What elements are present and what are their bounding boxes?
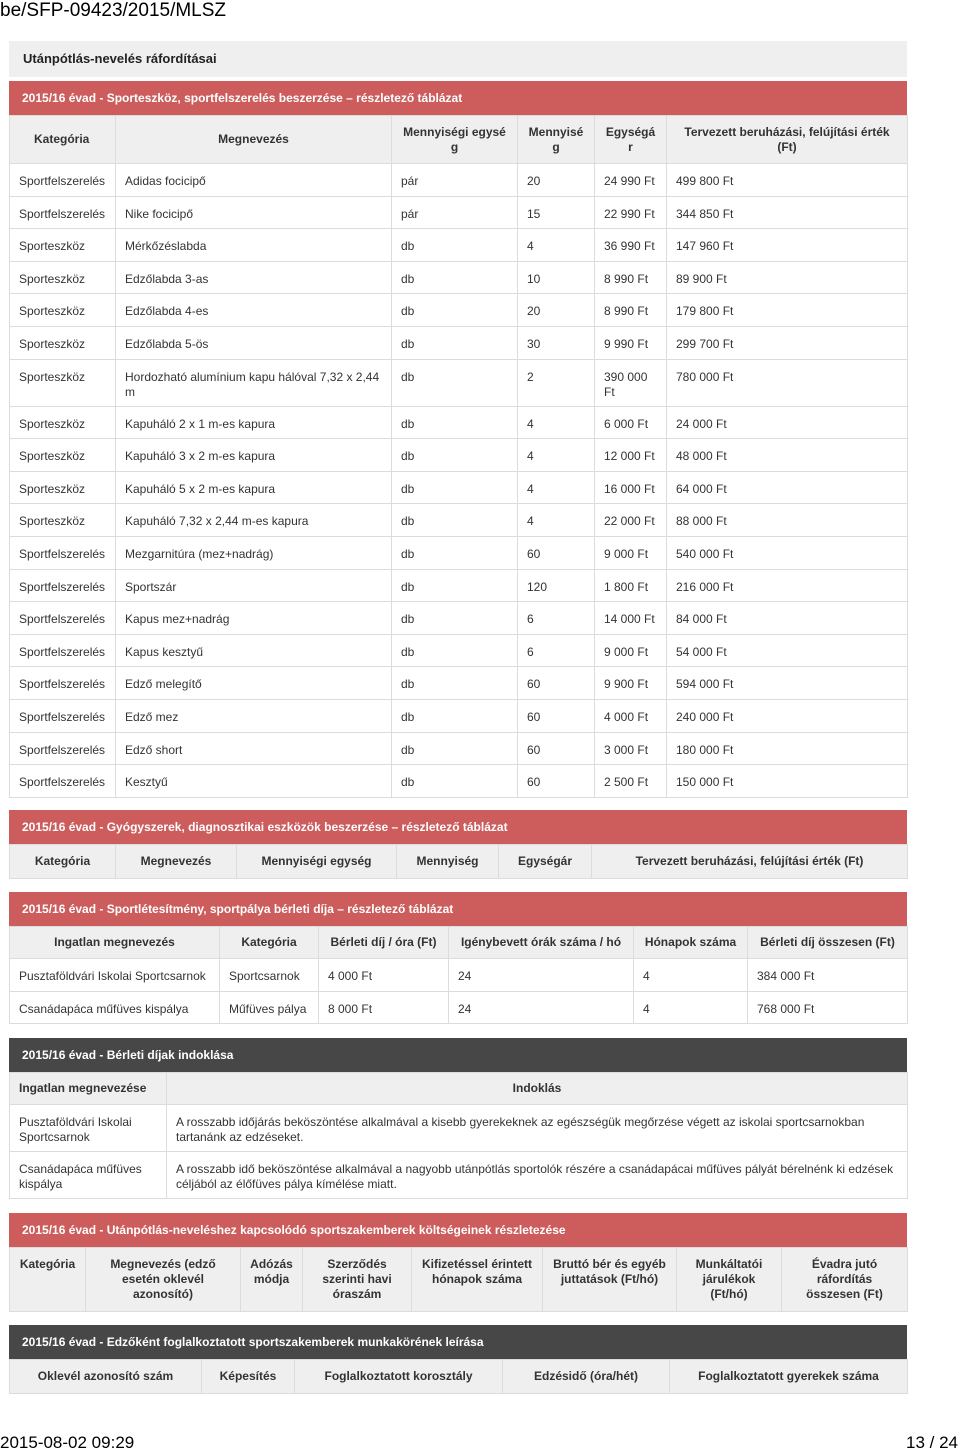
table-cell: Sporteszköz xyxy=(10,359,116,406)
table-cell: 48 000 Ft xyxy=(667,439,908,472)
table-row xyxy=(10,164,908,197)
table-cell: 4 xyxy=(518,439,595,472)
table-cell: A rosszabb időjárás beköszöntése alkalmával a kisebb gyerekeknek az egészségük megőrzése végett az iskolai sportcsarnokban tartanánk az edzéseket. xyxy=(167,1105,908,1152)
justification-header-row xyxy=(10,1073,908,1105)
table-cell: Kapuháló 5 x 2 m-es kapura xyxy=(116,471,392,504)
table-row xyxy=(10,196,908,229)
table-cell: 344 850 Ft xyxy=(667,196,908,229)
table-cell: 299 700 Ft xyxy=(667,326,908,359)
justification-header: Indoklás xyxy=(167,1073,908,1105)
table-cell: 8 990 Ft xyxy=(595,261,667,294)
table-cell: 15 xyxy=(518,196,595,229)
table-cell: Kapuháló 3 x 2 m-es kapura xyxy=(116,439,392,472)
table-row xyxy=(10,765,908,798)
table-cell: Edzőlabda 4-es xyxy=(116,294,392,327)
table-cell: db xyxy=(392,406,518,439)
table-cell: 3 000 Ft xyxy=(595,732,667,765)
table-cell: 540 000 Ft xyxy=(667,536,908,569)
table-cell: Sportfelszerelés xyxy=(10,196,116,229)
table-cell: 594 000 Ft xyxy=(667,667,908,700)
table-cell: 36 990 Ft xyxy=(595,229,667,262)
staff-roles-table xyxy=(9,1359,908,1394)
table-cell: Mezgarnitúra (mez+nadrág) xyxy=(116,536,392,569)
justification-table xyxy=(9,1072,908,1199)
table-cell: db xyxy=(392,229,518,262)
table-cell: 24 xyxy=(449,959,634,992)
table-row xyxy=(10,439,908,472)
staff-costs-header: Szerződés szerinti havi óraszám xyxy=(303,1248,412,1312)
table-cell: 64 000 Ft xyxy=(667,471,908,504)
table-cell: db xyxy=(392,536,518,569)
table-row xyxy=(10,229,908,262)
table-cell: Sportfelszerelés xyxy=(10,732,116,765)
table-cell: Sportszár xyxy=(116,569,392,602)
table-cell: db xyxy=(392,326,518,359)
staff-costs-header: Kategória xyxy=(10,1248,86,1312)
table-cell: 14 000 Ft xyxy=(595,602,667,635)
table-row xyxy=(10,732,908,765)
facility-header: Hónapok száma xyxy=(634,927,748,959)
table-row xyxy=(10,406,908,439)
medicine-header: Egységár xyxy=(499,845,592,879)
table-cell: Sportfelszerelés xyxy=(10,536,116,569)
table-cell: 8 990 Ft xyxy=(595,294,667,327)
table-cell: 120 xyxy=(518,569,595,602)
staff-roles-section-title: 2015/16 évad - Edzőként foglalkoztatott sportszakemberek munkakörének leírása xyxy=(9,1325,907,1359)
medicine-section-title: 2015/16 évad - Gyógyszerek, diagnosztikai eszközök beszerzése – részletező táblázat xyxy=(9,810,907,844)
justification-header: Ingatlan megnevezése xyxy=(10,1073,167,1105)
table-cell: Pusztaföldvári Iskolai Sportcsarnok xyxy=(10,1105,167,1152)
equipment-header: Megnevezés xyxy=(116,116,392,164)
table-cell: 89 900 Ft xyxy=(667,261,908,294)
table-cell: db xyxy=(392,439,518,472)
table-cell: Sportfelszerelés xyxy=(10,699,116,732)
table-row xyxy=(10,471,908,504)
table-row xyxy=(10,569,908,602)
table-cell: Sporteszköz xyxy=(10,471,116,504)
page-title-box xyxy=(9,41,907,77)
equipment-header: Kategória xyxy=(10,116,116,164)
table-row xyxy=(10,1105,908,1152)
table-cell: Edzőlabda 5-ös xyxy=(116,326,392,359)
table-cell: 24 000 Ft xyxy=(667,406,908,439)
table-cell: db xyxy=(392,471,518,504)
table-cell: Csanádapáca műfüves kispálya xyxy=(10,991,220,1024)
medicine-table xyxy=(9,844,908,879)
table-cell: 150 000 Ft xyxy=(667,765,908,798)
table-row xyxy=(10,326,908,359)
table-cell: Sporteszköz xyxy=(10,294,116,327)
table-cell: 60 xyxy=(518,732,595,765)
table-cell: 179 800 Ft xyxy=(667,294,908,327)
facility-header-row xyxy=(10,927,908,959)
table-row xyxy=(10,699,908,732)
table-row xyxy=(10,634,908,667)
table-cell: 390 000 Ft xyxy=(595,359,667,406)
table-cell: db xyxy=(392,732,518,765)
table-cell: 9 900 Ft xyxy=(595,667,667,700)
table-cell: 216 000 Ft xyxy=(667,569,908,602)
table-cell: 24 xyxy=(449,991,634,1024)
table-cell: Sporteszköz xyxy=(10,406,116,439)
table-cell: Sporteszköz xyxy=(10,261,116,294)
table-cell: db xyxy=(392,569,518,602)
facility-header: Bérleti díj / óra (Ft) xyxy=(319,927,449,959)
table-row xyxy=(10,359,908,406)
table-cell: 60 xyxy=(518,667,595,700)
medicine-header: Mennyiségi egység xyxy=(237,845,397,879)
table-cell: 6 000 Ft xyxy=(595,406,667,439)
table-cell: 12 000 Ft xyxy=(595,439,667,472)
table-cell: 4 xyxy=(518,406,595,439)
table-cell: 88 000 Ft xyxy=(667,504,908,537)
medicine-header-row xyxy=(10,845,908,879)
table-cell: 60 xyxy=(518,765,595,798)
table-cell: 22 990 Ft xyxy=(595,196,667,229)
equipment-section-title: 2015/16 évad - Sporteszköz, sportfelszerelés beszerzése – részletező táblázat xyxy=(9,81,907,115)
table-cell: 4 xyxy=(518,471,595,504)
table-cell: Kapus mez+nadrág xyxy=(116,602,392,635)
table-cell: 22 000 Ft xyxy=(595,504,667,537)
facility-table xyxy=(9,926,908,1024)
table-cell: 4 000 Ft xyxy=(595,699,667,732)
table-cell: db xyxy=(392,634,518,667)
table-cell: 84 000 Ft xyxy=(667,602,908,635)
table-row xyxy=(10,991,908,1024)
table-cell: Sporteszköz xyxy=(10,504,116,537)
table-cell: pár xyxy=(392,196,518,229)
table-cell: 768 000 Ft xyxy=(748,991,908,1024)
table-cell: 60 xyxy=(518,536,595,569)
medicine-header: Megnevezés xyxy=(116,845,237,879)
table-cell: Kapus kesztyű xyxy=(116,634,392,667)
staff-costs-header: Megnevezés (edző esetén oklevél azonosító) xyxy=(86,1248,241,1312)
justification-section-title: 2015/16 évad - Bérleti díjak indoklása xyxy=(9,1038,907,1072)
page-title: Utánpótlás-nevelés ráfordításai xyxy=(23,51,217,66)
table-cell: 24 990 Ft xyxy=(595,164,667,197)
table-cell: 780 000 Ft xyxy=(667,359,908,406)
table-cell: Edző melegítő xyxy=(116,667,392,700)
table-cell: 4 xyxy=(634,991,748,1024)
table-cell: db xyxy=(392,261,518,294)
table-cell: Edző mez xyxy=(116,699,392,732)
staff-costs-header: Adózás módja xyxy=(241,1248,303,1312)
table-cell: 384 000 Ft xyxy=(748,959,908,992)
staff-costs-header: Kifizetéssel érintett hónapok száma xyxy=(412,1248,543,1312)
staff-roles-header: Foglalkoztatott korosztály xyxy=(295,1360,503,1394)
table-cell: 2 500 Ft xyxy=(595,765,667,798)
table-cell: Sportfelszerelés xyxy=(10,667,116,700)
table-cell: db xyxy=(392,602,518,635)
table-cell: Kapuháló 7,32 x 2,44 m-es kapura xyxy=(116,504,392,537)
table-cell: Sportfelszerelés xyxy=(10,164,116,197)
table-cell: db xyxy=(392,667,518,700)
facility-header: Bérleti díj összesen (Ft) xyxy=(748,927,908,959)
footer-page-number: 13 / 24 xyxy=(906,1433,958,1452)
table-cell: Adidas focicipő xyxy=(116,164,392,197)
table-cell: 4 000 Ft xyxy=(319,959,449,992)
table-cell: 147 960 Ft xyxy=(667,229,908,262)
table-cell: Sporteszköz xyxy=(10,229,116,262)
staff-roles-header: Edzésidő (óra/hét) xyxy=(503,1360,670,1394)
table-cell: Sporteszköz xyxy=(10,439,116,472)
medicine-header: Kategória xyxy=(10,845,116,879)
table-cell: Kesztyű xyxy=(116,765,392,798)
table-cell: 2 xyxy=(518,359,595,406)
table-row xyxy=(10,261,908,294)
table-cell: Sporteszköz xyxy=(10,326,116,359)
staff-costs-section-title: 2015/16 évad - Utánpótlás-neveléshez kapcsolódó sportszakemberek költségeinek részletezése xyxy=(9,1213,907,1247)
table-row xyxy=(10,536,908,569)
table-cell: 180 000 Ft xyxy=(667,732,908,765)
table-row xyxy=(10,959,908,992)
facility-header: Ingatlan megnevezés xyxy=(10,927,220,959)
table-cell: 9 000 Ft xyxy=(595,536,667,569)
table-cell: Mérkőzéslabda xyxy=(116,229,392,262)
staff-roles-header: Foglalkoztatott gyerekek száma xyxy=(670,1360,908,1394)
facility-header: Igénybevett órák száma / hó xyxy=(449,927,634,959)
table-cell: db xyxy=(392,294,518,327)
table-cell: A rosszabb idő beköszöntése alkalmával a nagyobb utánpótlás sportolók részére a csanádapácai műfüves pályát bérelnénk ki edzések céljából az élőfüves pálya kímélése miatt. xyxy=(167,1152,908,1199)
table-cell: 499 800 Ft xyxy=(667,164,908,197)
table-cell: 20 xyxy=(518,164,595,197)
table-cell: db xyxy=(392,359,518,406)
table-cell: 1 800 Ft xyxy=(595,569,667,602)
table-cell: 9 990 Ft xyxy=(595,326,667,359)
table-cell: 9 000 Ft xyxy=(595,634,667,667)
equipment-header: Tervezett beruházási, felújítási érték (Ft) xyxy=(667,116,908,164)
table-row xyxy=(10,602,908,635)
staff-costs-table xyxy=(9,1247,908,1312)
staff-costs-header-row xyxy=(10,1248,908,1312)
table-cell: 16 000 Ft xyxy=(595,471,667,504)
equipment-header: Mennyiségi egysé g xyxy=(392,116,518,164)
table-cell: 240 000 Ft xyxy=(667,699,908,732)
table-cell: 4 xyxy=(518,504,595,537)
equipment-table xyxy=(9,115,908,798)
table-cell: db xyxy=(392,765,518,798)
staff-costs-header: Évadra jutó ráfordítás összesen (Ft) xyxy=(782,1248,908,1312)
table-cell: 8 000 Ft xyxy=(319,991,449,1024)
table-cell: 20 xyxy=(518,294,595,327)
table-cell: Hordozható alumínium kapu hálóval 7,32 x 2,44 m xyxy=(116,359,392,406)
facility-section-title: 2015/16 évad - Sportlétesítmény, sportpálya bérleti díja – részletező táblázat xyxy=(9,892,907,926)
table-cell: Sportfelszerelés xyxy=(10,569,116,602)
table-cell: Csanádapáca műfüves kispálya xyxy=(10,1152,167,1199)
table-cell: 10 xyxy=(518,261,595,294)
medicine-header: Mennyiség xyxy=(397,845,499,879)
equipment-header: Mennyisé g xyxy=(518,116,595,164)
table-cell: 6 xyxy=(518,634,595,667)
table-cell: Sportfelszerelés xyxy=(10,602,116,635)
table-cell: pár xyxy=(392,164,518,197)
table-cell: 30 xyxy=(518,326,595,359)
table-cell: Műfüves pálya xyxy=(220,991,319,1024)
table-cell: db xyxy=(392,504,518,537)
medicine-header: Tervezett beruházási, felújítási érték (Ft) xyxy=(592,845,908,879)
footer-datetime: 2015-08-02 09:29 xyxy=(0,1433,135,1452)
table-cell: Sportcsarnok xyxy=(220,959,319,992)
table-cell: Pusztaföldvári Iskolai Sportcsarnok xyxy=(10,959,220,992)
table-cell: Sportfelszerelés xyxy=(10,634,116,667)
table-row xyxy=(10,667,908,700)
table-cell: Edző short xyxy=(116,732,392,765)
table-cell: Sportfelszerelés xyxy=(10,765,116,798)
table-cell: Kapuháló 2 x 1 m-es kapura xyxy=(116,406,392,439)
staff-roles-header-row xyxy=(10,1360,908,1394)
table-cell: 6 xyxy=(518,602,595,635)
staff-roles-header: Képesítés xyxy=(202,1360,295,1394)
table-cell: db xyxy=(392,699,518,732)
staff-costs-header: Bruttó bér és egyéb juttatások (Ft/hó) xyxy=(543,1248,677,1312)
staff-roles-header: Oklevél azonosító szám xyxy=(10,1360,202,1394)
table-row xyxy=(10,1152,908,1199)
document-id: be/SFP-09423/2015/MLSZ xyxy=(0,0,227,21)
facility-header: Kategória xyxy=(220,927,319,959)
table-cell: Nike focicipő xyxy=(116,196,392,229)
table-cell: 60 xyxy=(518,699,595,732)
table-cell: 4 xyxy=(518,229,595,262)
table-row xyxy=(10,294,908,327)
equipment-header-row xyxy=(10,116,908,164)
table-cell: 54 000 Ft xyxy=(667,634,908,667)
staff-costs-header: Munkáltatói járulékok (Ft/hó) xyxy=(677,1248,782,1312)
equipment-header: Egységá r xyxy=(595,116,667,164)
table-cell: 4 xyxy=(634,959,748,992)
table-row xyxy=(10,504,908,537)
table-cell: Edzőlabda 3-as xyxy=(116,261,392,294)
